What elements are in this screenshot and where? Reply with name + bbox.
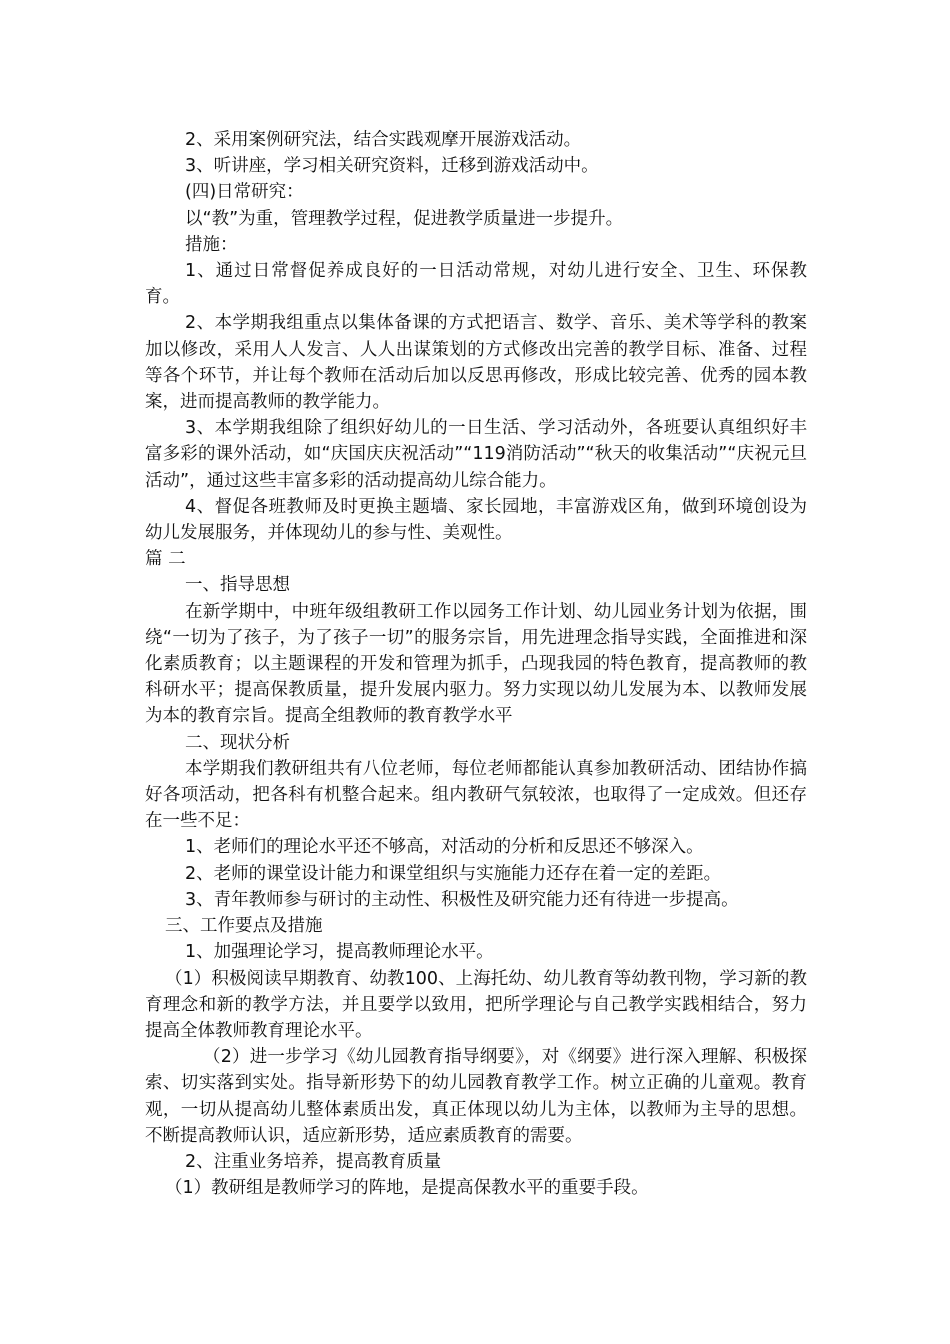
paragraph: 3、青年教师参与研讨的主动性、积极性及研究能力还有待进一步提高。 <box>185 889 739 910</box>
paragraph: 2、本学期我组重点以集体备课的方式把语言、数学、音乐、美术等学科的教案加以修改，采用人人发言、人人出谋策划的方式修改出完善的教学目标、准备、过程等各个环节，并让每个教师在活动后加以反思再修改，形成比较完善、优秀的园本教案，进而提高教师的教学能力。 <box>145 313 807 413</box>
paragraph: 在新学期中，中班年级组教研工作以园务工作计划、幼儿园业务计划为依据，围绕“一切为了孩子，为了孩子一切”的服务宗旨，用先进理念指导实践，全面推进和深化素质教育；以主题课程的开发和管理为抓手，凸现我园的特色教育，提高教师的教科研水平；提高保教质量，提升发展内驱力。努力实现以幼儿发展为本、以教师发展为本的教育宗旨。提高全组教师的教育教学水平 <box>145 601 807 727</box>
paragraph: 2、老师的课堂设计能力和课堂组织与实施能力还存在着一定的差距。 <box>185 863 722 884</box>
paragraph: 1、老师们的理论水平还不够高，对活动的分析和反思还不够深入。 <box>185 837 704 858</box>
document-body <box>145 127 807 1201</box>
paragraph: 3、本学期我组除了组织好幼儿的一日生活、学习活动外，各班要认真组织好丰富多彩的课外活动，如“庆国庆庆祝活动”“119消防活动”“秋天的收集活动”“庆祝元旦活动”，通过这些丰富多彩的活动提高幼儿综合能力。 <box>145 418 807 491</box>
paragraph: (四)日常研究： <box>185 182 304 203</box>
paragraph: 3、听讲座，学习相关研究资料，迁移到游戏活动中。 <box>185 156 599 177</box>
paragraph: （1）教研组是教师学习的阵地，是提高保教水平的重要手段。 <box>165 1178 649 1199</box>
paragraph: （2）进一步学习《幼儿园教育指导纲要》，对《纲要》进行深入理解、积极探索、切实落到实处。指导新形势下的幼儿园教育教学工作。树立正确的儿童观。教育观，一切从提高幼儿整体素质出发，真正体现以幼儿为主体，以教师为主导的思想。不断提高教师认识，适应新形势，适应素质教育的需要。 <box>145 1047 807 1146</box>
paragraph: （1）积极阅读早期教育、幼教100、上海托幼、幼儿教育等幼教刊物，学习新的教育理念和新的教学方法，并且要学以致用，把所学理论与自己教学实践相结合，努力提高全体教师教育理论水平。 <box>145 968 807 1041</box>
paragraph: 本学期我们教研组共有八位老师，每位老师都能认真参加教研活动、团结协作搞好各项活动，把各科有机整合起来。组内教研气氛较浓，也取得了一定成效。但还存在一些不足： <box>145 758 807 832</box>
paragraph: 4、督促各班教师及时更换主题墙、家长园地，丰富游戏区角，做到环境创设为幼儿发展服务，并体现幼儿的参与性、美观性。 <box>145 496 807 544</box>
paragraph: 2、注重业务培养，提高教育质量 <box>185 1151 442 1172</box>
section-heading: 篇 二 <box>145 549 186 570</box>
paragraph: 措施： <box>185 234 238 255</box>
subheading: 二、现状分析 <box>185 732 290 753</box>
paragraph: 以“教”为重，管理教学过程，促进教学质量进一步提升。 <box>185 208 624 229</box>
paragraph: 2、采用案例研究法，结合实践观摩开展游戏活动。 <box>185 130 582 150</box>
subheading: 一、指导思想 <box>185 575 290 596</box>
paragraph: 1、加强理论学习，提高教师理论水平。 <box>185 942 494 963</box>
subheading: 三、工作要点及措施 <box>165 916 323 937</box>
paragraph: 1、通过日常督促养成良好的一日活动常规，对幼儿进行安全、卫生、环保教育。 <box>145 261 807 308</box>
